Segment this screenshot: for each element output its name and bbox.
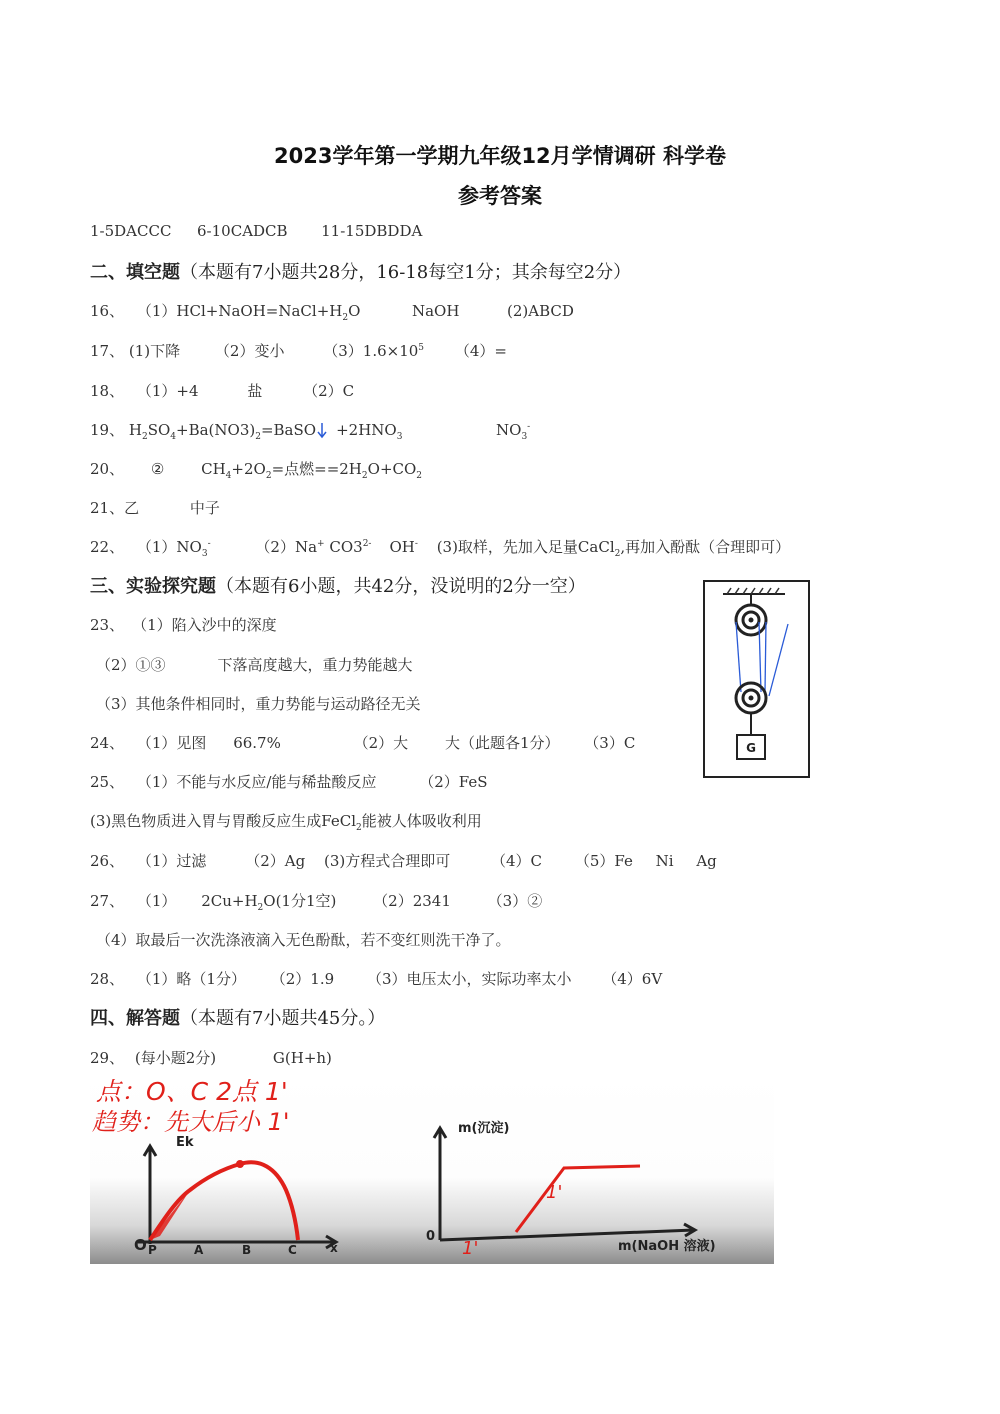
graph1-ylabel: Ek [176,1135,194,1150]
page-title: 2023学年第一学期九年级12月学情调研 科学卷 [274,144,726,168]
q20 [90,458,422,481]
q18-a3: （2）C [303,382,355,400]
q16 [90,300,574,323]
q21-a1: 中子 [189,499,220,517]
q27-a3: （3）② [487,892,543,910]
q26-a1: （1）过滤 [136,852,207,870]
graph2-ylabel: m(沉淀) [458,1121,510,1136]
q24-a1: （1）见图 [136,734,207,752]
q25-num: 25、 [90,773,125,791]
q16-a1: $(1)HCl+NaOH=NaCl+H_2O$ [136,302,361,323]
q16-a2: NaOH [411,302,460,320]
q22-a1: $(1)NO_3^-$ [136,538,211,559]
section-3-heading [90,572,586,598]
q23-num: 23、 [90,616,125,634]
q26 [90,850,717,871]
section-3-note: （本题有6小题，共42分，没说明的2分一空） [216,576,586,597]
q26-a4: （4）C [491,852,543,870]
q22-num: 22、 [90,538,125,556]
graph2-xlabel: m(NaOH 溶液) [618,1239,716,1254]
mc-1-5: 1-5DACCC [90,222,172,240]
weight-label: G [746,741,756,755]
graph2-mark-1: 1' [546,1182,563,1203]
graph1-tick-a: A [194,1243,204,1257]
q18 [90,380,354,401]
q19-equation: $H_2SO_4+Ba(NO3)_2=BaSO +2HNO_3$ [128,421,403,442]
section-4-heading [90,1004,385,1030]
q27-a4: （4）取最后一次洗涤液滴入无色酚酞，若不变红则洗干净了。 [96,931,511,949]
graph2-mark-2: 1' [462,1238,479,1259]
graphs-svg [90,1072,774,1264]
q24-a2b: 大（此题各1分） [444,734,560,752]
q26-num: 26、 [90,852,125,870]
q29-a2: G(H+h) [272,1049,332,1067]
mc-answers [90,222,422,240]
q26-a3: (3)方程式合理即可 [323,852,451,870]
q23-answer-2b: 下落高度越大，重力势能越大 [217,656,413,674]
mc-6-10: 6-10CADCB [197,222,288,240]
q20-a1: ② [150,460,165,478]
q24-a2: （2）大 [353,734,409,752]
q20-equation: $CH_4+2O_2=$点燃$==2H_2O+CO_2$ [201,460,423,481]
section-3-title: 三、实验探究题 [90,576,216,597]
q19 [90,419,530,442]
mc-11-15: 11-15DBDDA [321,222,423,240]
graph1-tick-b: B [242,1243,252,1257]
q29 [90,1047,332,1068]
graph2-origin: 0 [426,1229,436,1244]
q24-a3: （3）C [584,734,636,752]
q27-num: 27、 [90,892,125,910]
q18-a1: （1）+4 [136,382,199,400]
q17-num: 17、 [90,342,125,360]
q28-a1: （1）略（1分） [136,970,246,988]
q23-a1 [90,614,277,635]
q25-a3: (3)黑色物质进入胃与胃酸反应生成FeCl$_2$能被人体吸收利用 [90,812,482,833]
section-4-note: （本题有7小题共45分。） [180,1008,386,1029]
q22 [90,536,790,559]
section-2-heading [90,258,631,284]
q28-a3: （3）电压太小，实际功率太小 [366,970,572,988]
q16-num: 16、 [90,302,125,320]
q22-a3: (3)取样，先加入足量CaCl$_2$,再加入酚酞（合理即可） [436,538,791,559]
q28-a4: （4）6V [602,970,663,988]
handwriting-line-1: 点：O、C 2点 1' [96,1077,288,1106]
graph1-tick-p: P [148,1243,157,1257]
q17-a1: (1)下降 [128,342,181,360]
q23-answer-1: （1）陷入沙中的深度 [132,616,277,634]
q26-a5: （5）Fe [574,852,633,870]
q21-num: 21、乙 [90,499,140,517]
q26-a2: （2）Ag [245,852,306,870]
graph1-xlabel: x [330,1241,338,1255]
q23-a3: （3）其他条件相同时，重力势能与运动路径无关 [96,695,421,713]
precipitate-arrow-icon [316,422,330,440]
graph1-origin: O [134,1236,147,1254]
q26-a5b: Ni [655,852,674,870]
section-4-title: 四、解答题 [90,1008,180,1029]
q18-num: 18、 [90,382,125,400]
q27-a1: （1） [136,892,177,910]
q27-a1b: $2Cu+H_2O(1$分1空) [201,892,337,913]
q18-a2: 盐 [247,382,263,400]
q17-a2: （2）变小 [214,342,285,360]
q24-a1b: 66.7% [233,734,281,752]
q24 [90,732,635,753]
q29-num: 29、 [90,1049,125,1067]
q17-a3: $(3)1.6\times 10^5$ [323,342,425,360]
q24-num: 24、 [90,734,125,752]
q28 [90,968,662,989]
q29-graphs-photo [90,1072,774,1264]
q19-num: 19、 [90,421,125,439]
q22-a2: （2）Na+ $CO3^{2-}$ OH- [255,538,418,556]
q19-ion: $NO_3^-$ [496,421,531,442]
q27-a2: （2）2341 [373,892,451,910]
q28-num: 28、 [90,970,125,988]
q21 [90,497,220,518]
q17-a4: （4）= [454,342,507,360]
q25-a2: （2）FeS [419,773,488,791]
q29-a1: (每小题2分) [134,1049,217,1067]
section-2-title: 二、填空题 [90,262,180,283]
graph1-tick-c: C [288,1243,297,1257]
q20-num: 20、 [90,460,125,478]
page-subtitle: 参考答案 [458,184,542,208]
q16-a3: (2)ABCD [506,302,574,320]
q23-answer-2: （2）①③ [96,656,166,674]
handwriting-line-2: 趋势：先大后小 1' [92,1108,290,1136]
q28-a2: （2）1.9 [270,970,335,988]
q26-a5c: Ag [696,852,717,870]
q23-a2 [96,654,413,675]
pulley-diagram [703,580,810,778]
q25-a1: （1）不能与水反应/能与稀盐酸反应 [136,773,377,791]
q25 [90,771,488,792]
q27 [90,890,542,913]
q17 [90,340,507,361]
section-2-note: （本题有7小题共28分，16-18每空1分；其余每空2分） [180,262,632,283]
